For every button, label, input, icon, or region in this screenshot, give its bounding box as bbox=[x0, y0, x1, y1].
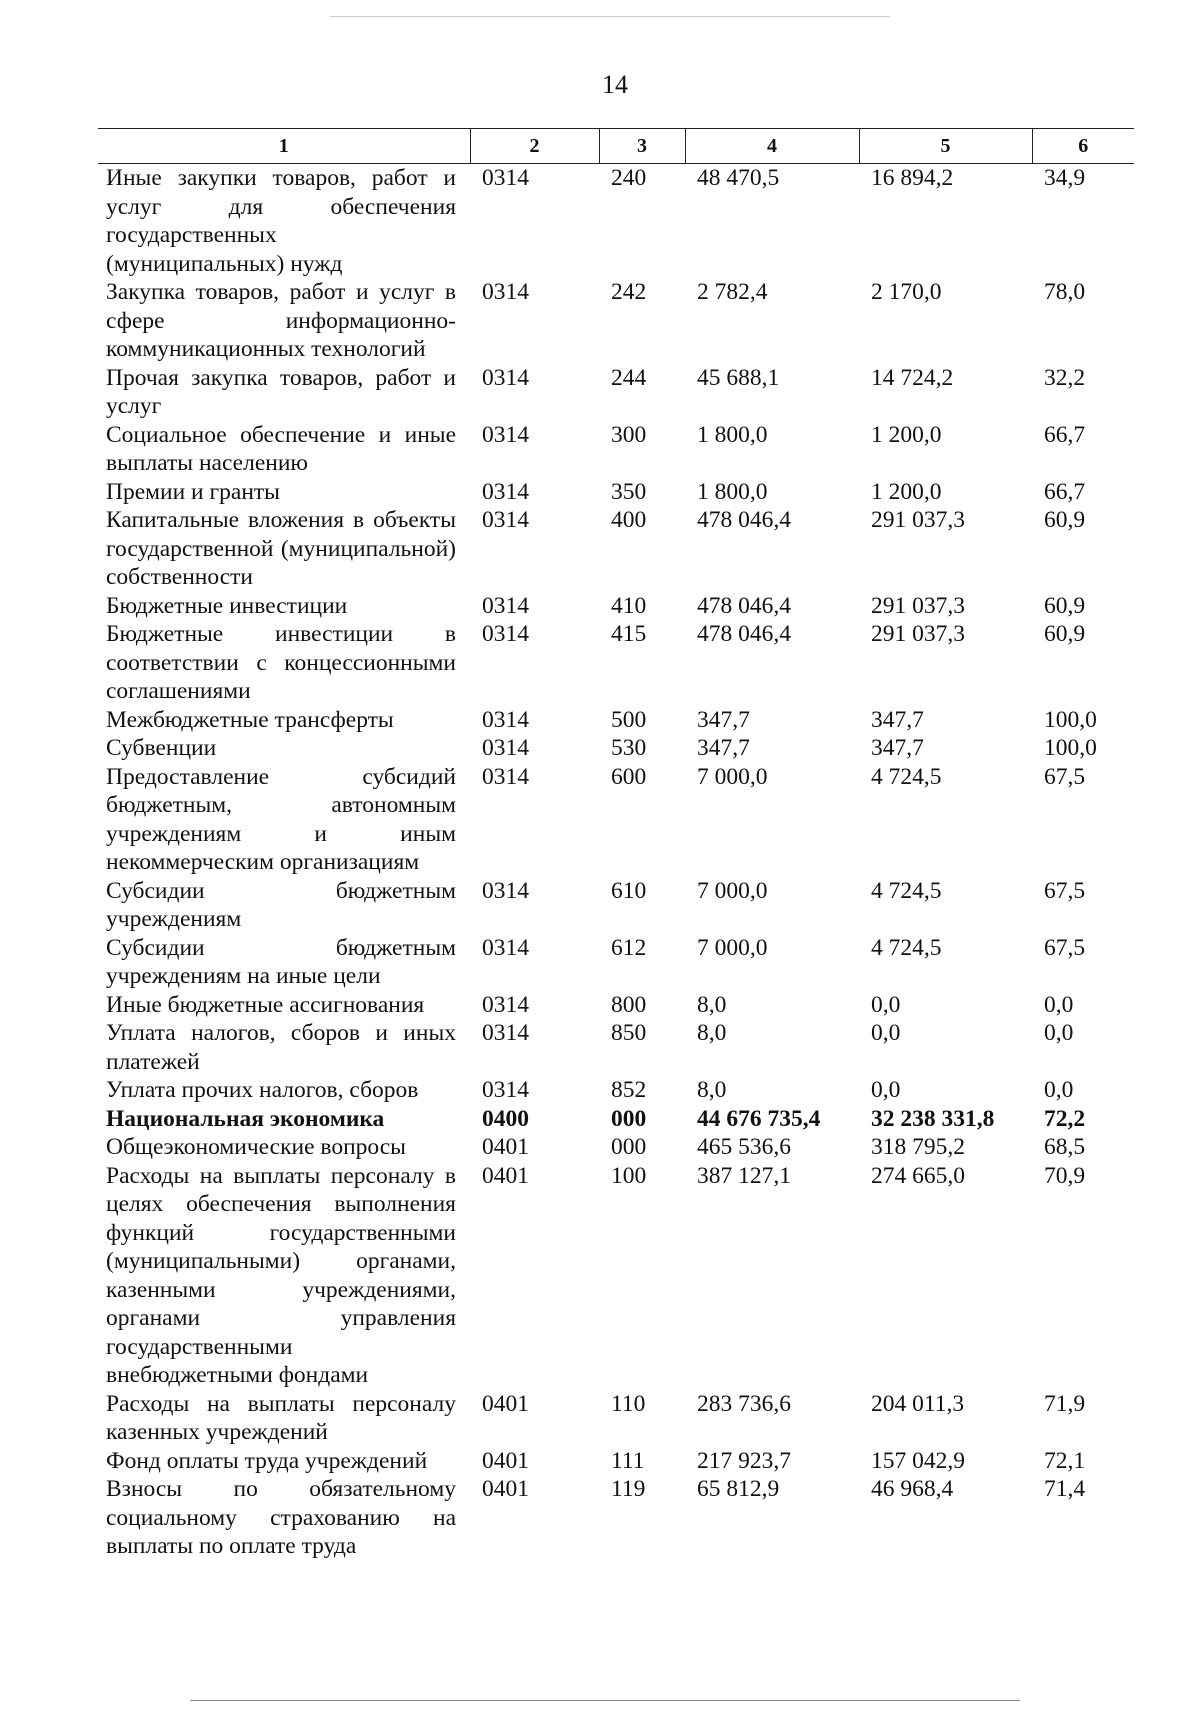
actual-amount: 347,7 bbox=[871, 706, 924, 733]
actual-amount: 14 724,2 bbox=[871, 364, 954, 391]
expense-type-code: 110 bbox=[611, 1390, 646, 1417]
planned-amount: 217 923,7 bbox=[697, 1447, 791, 1474]
execution-percent: 66,7 bbox=[1044, 421, 1086, 448]
execution-percent: 60,9 bbox=[1044, 621, 1086, 647]
expense-name: Расходы на выплаты персоналу в целях обеспечения выполнения функций государственными (муниципальными) органами, казенными учреждениями, органами управления государственными внебюджетными фондами bbox=[106, 1162, 456, 1388]
expense-name: Национальная экономика bbox=[106, 1105, 385, 1132]
table-row bbox=[98, 877, 1134, 934]
actual-amount: 291 037,3 bbox=[871, 621, 965, 647]
planned-amount: 387 127,1 bbox=[697, 1162, 791, 1189]
expense-name: Межбюджетные трансферты bbox=[106, 706, 394, 733]
expense-name: Уплата налогов, сборов и иных платежей bbox=[106, 1020, 456, 1075]
planned-amount: 2 782,4 bbox=[697, 279, 768, 305]
column-header-3: 3 bbox=[599, 129, 685, 164]
expense-name: Закупка товаров, работ и услуг в сфере информационно-коммуникационных технологий bbox=[106, 279, 456, 362]
table-row bbox=[98, 278, 1134, 364]
planned-amount: 478 046,4 bbox=[697, 621, 791, 647]
actual-amount: 157 042,9 bbox=[871, 1447, 965, 1474]
planned-amount: 7 000,0 bbox=[697, 877, 768, 904]
execution-percent: 72,2 bbox=[1044, 1105, 1086, 1132]
expense-type-code: 800 bbox=[611, 991, 647, 1018]
expense-name: Фонд оплаты труда учреждений bbox=[106, 1447, 428, 1474]
execution-percent: 0,0 bbox=[1044, 1020, 1074, 1046]
planned-amount: 7 000,0 bbox=[697, 934, 768, 961]
actual-amount: 32 238 331,8 bbox=[871, 1105, 995, 1132]
actual-amount: 4 724,5 bbox=[871, 934, 942, 961]
section-code: 0314 bbox=[482, 934, 529, 961]
expense-name: Субсидии бюджетным учреждениям на иные цели bbox=[106, 934, 456, 989]
table-row bbox=[98, 1133, 1134, 1162]
table-row bbox=[98, 1475, 1134, 1561]
planned-amount: 1 800,0 bbox=[697, 478, 768, 505]
section-code: 0314 bbox=[482, 478, 529, 505]
expense-name: Общеэкономические вопросы bbox=[106, 1134, 406, 1160]
execution-percent: 60,9 bbox=[1044, 592, 1086, 619]
planned-amount: 478 046,4 bbox=[697, 592, 791, 619]
table-row bbox=[98, 991, 1134, 1020]
planned-amount: 465 536,6 bbox=[697, 1134, 791, 1160]
section-code: 0401 bbox=[482, 1134, 529, 1160]
expense-name: Социальное обеспечение и иные выплаты населению bbox=[106, 421, 456, 476]
table-row bbox=[98, 1076, 1134, 1105]
execution-percent: 71,9 bbox=[1044, 1390, 1086, 1417]
expense-type-code: 000 bbox=[611, 1105, 647, 1132]
actual-amount: 318 795,2 bbox=[871, 1134, 965, 1160]
budget-table-container bbox=[98, 128, 1134, 1561]
planned-amount: 65 812,9 bbox=[697, 1476, 780, 1502]
planned-amount: 478 046,4 bbox=[697, 507, 791, 533]
execution-percent: 72,1 bbox=[1044, 1447, 1086, 1474]
execution-percent: 0,0 bbox=[1044, 1077, 1074, 1103]
execution-percent: 71,4 bbox=[1044, 1476, 1086, 1502]
section-code: 0314 bbox=[482, 991, 529, 1018]
expense-type-code: 350 bbox=[611, 478, 647, 505]
table-row bbox=[98, 1390, 1134, 1447]
table-row bbox=[98, 706, 1134, 735]
expense-name: Бюджетные инвестиции в соответствии с концессионными соглашениями bbox=[106, 621, 456, 704]
column-header-5: 5 bbox=[859, 129, 1032, 164]
expense-type-code: 600 bbox=[611, 763, 647, 790]
expense-type-code: 119 bbox=[611, 1476, 646, 1502]
planned-amount: 45 688,1 bbox=[697, 364, 780, 391]
table-row bbox=[98, 506, 1134, 592]
expense-name: Прочая закупка товаров, работ и услуг bbox=[106, 364, 456, 419]
expense-type-code: 612 bbox=[611, 934, 647, 961]
expense-name: Субсидии бюджетным учреждениям bbox=[106, 877, 456, 932]
expense-name: Капитальные вложения в объекты государственной (муниципальной) собственности bbox=[106, 507, 456, 590]
execution-percent: 78,0 bbox=[1044, 279, 1086, 305]
expense-type-code: 415 bbox=[611, 621, 647, 647]
actual-amount: 347,7 bbox=[871, 735, 924, 761]
expense-name: Иные бюджетные ассигнования bbox=[106, 991, 425, 1018]
actual-amount: 0,0 bbox=[871, 1020, 901, 1046]
planned-amount: 347,7 bbox=[697, 735, 750, 761]
execution-percent: 34,9 bbox=[1044, 165, 1086, 191]
expense-name: Премии и гранты bbox=[106, 478, 280, 505]
execution-percent: 70,9 bbox=[1044, 1162, 1086, 1189]
expense-type-code: 852 bbox=[611, 1077, 647, 1103]
table-row bbox=[98, 734, 1134, 763]
expense-name: Расходы на выплаты персоналу казенных учреждений bbox=[106, 1390, 456, 1445]
planned-amount: 44 676 735,4 bbox=[697, 1105, 821, 1132]
execution-percent: 68,5 bbox=[1044, 1134, 1086, 1160]
actual-amount: 1 200,0 bbox=[871, 421, 942, 448]
planned-amount: 347,7 bbox=[697, 706, 750, 733]
planned-amount: 8,0 bbox=[697, 1077, 727, 1103]
actual-amount: 4 724,5 bbox=[871, 877, 942, 904]
planned-amount: 7 000,0 bbox=[697, 763, 768, 790]
table-row bbox=[98, 1447, 1134, 1476]
page-bottom-line bbox=[190, 1700, 1020, 1701]
table-row bbox=[98, 620, 1134, 706]
expense-type-code: 610 bbox=[611, 877, 647, 904]
section-code: 0314 bbox=[482, 1077, 529, 1103]
section-code: 0314 bbox=[482, 706, 529, 733]
table-row bbox=[98, 478, 1134, 507]
section-code: 0314 bbox=[482, 279, 529, 305]
section-code: 0314 bbox=[482, 621, 529, 647]
actual-amount: 204 011,3 bbox=[871, 1390, 965, 1417]
execution-percent: 67,5 bbox=[1044, 763, 1086, 790]
section-code: 0401 bbox=[482, 1476, 529, 1502]
expense-type-code: 500 bbox=[611, 706, 647, 733]
section-code: 0314 bbox=[482, 165, 529, 191]
column-header-2: 2 bbox=[470, 129, 599, 164]
execution-percent: 60,9 bbox=[1044, 507, 1086, 533]
table-row bbox=[98, 1162, 1134, 1390]
actual-amount: 46 968,4 bbox=[871, 1476, 954, 1502]
expense-type-code: 400 bbox=[611, 507, 647, 533]
section-code: 0401 bbox=[482, 1390, 529, 1417]
execution-percent: 100,0 bbox=[1044, 735, 1097, 761]
table-row bbox=[98, 1105, 1134, 1134]
table-row bbox=[98, 364, 1134, 421]
execution-percent: 100,0 bbox=[1044, 706, 1097, 733]
planned-amount: 8,0 bbox=[697, 991, 727, 1018]
scan-artifact-line bbox=[330, 16, 890, 17]
actual-amount: 291 037,3 bbox=[871, 592, 965, 619]
table-row bbox=[98, 1019, 1134, 1076]
expense-type-code: 240 bbox=[611, 165, 647, 191]
section-code: 0314 bbox=[482, 507, 529, 533]
expense-name: Предоставление субсидий бюджетным, автономным учреждениям и иным некоммерческим организациям bbox=[106, 763, 456, 875]
expense-type-code: 850 bbox=[611, 1020, 647, 1046]
planned-amount: 48 470,5 bbox=[697, 165, 780, 191]
expense-type-code: 100 bbox=[611, 1162, 647, 1189]
expense-type-code: 530 bbox=[611, 735, 647, 761]
section-code: 0314 bbox=[482, 763, 529, 790]
column-header-4: 4 bbox=[685, 129, 859, 164]
header-row bbox=[98, 129, 1134, 164]
section-code: 0314 bbox=[482, 364, 529, 391]
section-code: 0314 bbox=[482, 592, 529, 619]
table-body bbox=[98, 164, 1134, 1561]
table-row bbox=[98, 592, 1134, 621]
expense-name: Взносы по обязательному социальному страхованию на выплаты по оплате труда bbox=[106, 1476, 456, 1559]
actual-amount: 2 170,0 bbox=[871, 279, 942, 305]
table-row bbox=[98, 763, 1134, 877]
actual-amount: 291 037,3 bbox=[871, 507, 965, 533]
expense-type-code: 000 bbox=[611, 1134, 647, 1160]
table-row bbox=[98, 934, 1134, 991]
expense-name: Иные закупки товаров, работ и услуг для обеспечения государственных (муниципальных) нужд bbox=[106, 165, 456, 277]
expense-type-code: 242 bbox=[611, 279, 647, 305]
execution-percent: 67,5 bbox=[1044, 877, 1086, 904]
column-header-6: 6 bbox=[1032, 129, 1134, 164]
actual-amount: 0,0 bbox=[871, 1077, 901, 1103]
page-number: 14 bbox=[602, 70, 628, 99]
execution-percent: 32,2 bbox=[1044, 364, 1086, 391]
column-header-1: 1 bbox=[98, 129, 470, 164]
expense-name: Бюджетные инвестиции bbox=[106, 592, 348, 619]
execution-percent: 66,7 bbox=[1044, 478, 1086, 505]
section-code: 0314 bbox=[482, 735, 529, 761]
table-row bbox=[98, 164, 1134, 279]
actual-amount: 274 665,0 bbox=[871, 1162, 965, 1189]
actual-amount: 16 894,2 bbox=[871, 165, 954, 191]
planned-amount: 8,0 bbox=[697, 1020, 727, 1046]
section-code: 0401 bbox=[482, 1447, 529, 1474]
expense-type-code: 244 bbox=[611, 364, 647, 391]
actual-amount: 0,0 bbox=[871, 991, 901, 1018]
planned-amount: 1 800,0 bbox=[697, 421, 768, 448]
section-code: 0400 bbox=[482, 1105, 529, 1132]
budget-table bbox=[98, 128, 1134, 1561]
expense-type-code: 300 bbox=[611, 421, 647, 448]
section-code: 0314 bbox=[482, 1020, 529, 1046]
table-row bbox=[98, 421, 1134, 478]
planned-amount: 283 736,6 bbox=[697, 1390, 791, 1417]
expense-name: Уплата прочих налогов, сборов bbox=[106, 1077, 419, 1103]
section-code: 0401 bbox=[482, 1162, 529, 1189]
section-code: 0314 bbox=[482, 421, 529, 448]
actual-amount: 1 200,0 bbox=[871, 478, 942, 505]
actual-amount: 4 724,5 bbox=[871, 763, 942, 790]
section-code: 0314 bbox=[482, 877, 529, 904]
execution-percent: 67,5 bbox=[1044, 934, 1086, 961]
execution-percent: 0,0 bbox=[1044, 991, 1074, 1018]
expense-name: Субвенции bbox=[106, 735, 217, 761]
expense-type-code: 111 bbox=[611, 1447, 645, 1474]
expense-type-code: 410 bbox=[611, 592, 647, 619]
